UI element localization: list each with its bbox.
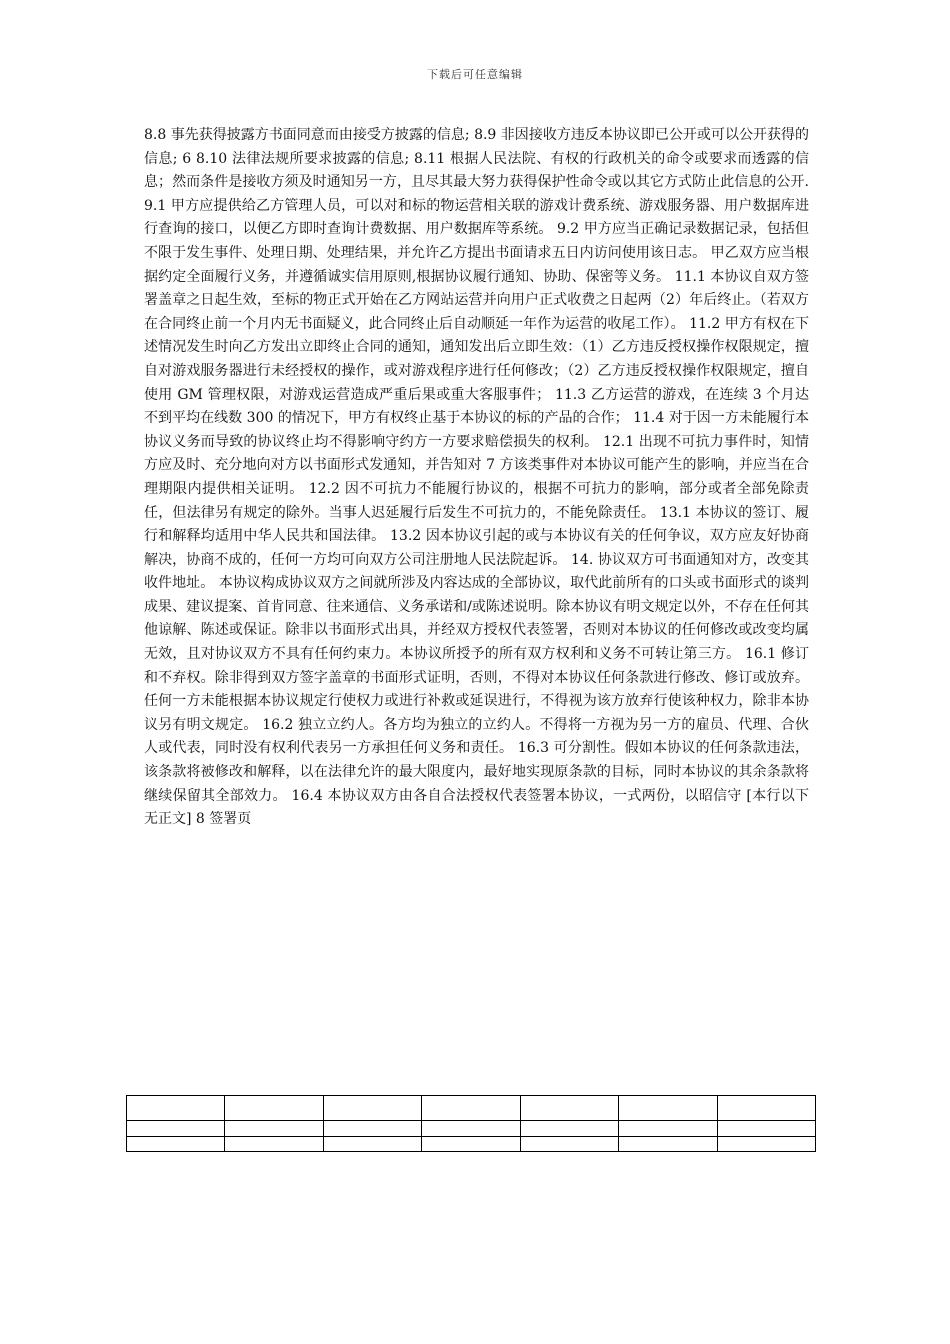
table-cell — [717, 1137, 815, 1152]
table-cell — [717, 1121, 815, 1137]
table-cell — [520, 1121, 618, 1137]
table-cell — [225, 1121, 323, 1137]
table-cell — [520, 1137, 618, 1152]
table-cell — [323, 1137, 421, 1152]
table-row — [127, 1137, 816, 1152]
table-cell — [422, 1121, 520, 1137]
table-cell — [619, 1137, 717, 1152]
page-header: 下载后可任意编辑 — [427, 68, 523, 81]
table-cell — [127, 1137, 225, 1152]
table-cell — [127, 1096, 225, 1121]
table-row — [127, 1121, 816, 1137]
table-cell — [225, 1096, 323, 1121]
signature-table — [126, 1095, 816, 1152]
table-row — [127, 1096, 816, 1121]
table-cell — [127, 1121, 225, 1137]
agreement-body-text: 8.8 事先获得披露方书面同意而由接受方披露的信息; 8.9 非因接收方违反本协议即已公开或可以公开获得的信息; 6 8.10 法律法规所要求披露的信息; 8.11 根据人民法院、有权的行政机关的命令或要求而透露的信息；然而条件是接收方须及时通知另一方，且尽其最大努力获得保护性命令或以其它方式防止此信息的公开. 9.1 甲方应提供给乙方管理人员，可以对和标的物运营相关联的游戏计费系统、游戏服务器、用户数据库进行查询的接口，以便乙方即时查询计费数据、用户数据库等系统。 9.2 甲方应当正确记录数据记录，包括但不限于发生事件、处理日期、处理结果，并允许乙方提出书面请求五日内访问使用该日志。 甲乙双方应当根据约定全面履行义务，并遵循诚实信用原则,根据协议履行通知、协助、保密等义务。 11.1 本协议自双方签署盖章之日起生效，至标的物正式开始在乙方网站运营并向用户正式收费之日起两（2）年后终止。（若双方在合同终止前一个月内无书面疑义，此合同终止后自动顺延一年作为运营的收尾工作）。 11.2 甲方有权在下述情况发生时向乙方发出立即终止合同的通知，通知发出后立即生效：（1）乙方违反授权操作权限规定，擅自对游戏服务器进行未经授权的操作，或对游戏程序进行任何修改；（2）乙方违反授权操作权限规定，擅自使用 GM 管理权限，对游戏运营造成严重后果或重大客服事件； 11.3 乙方运营的游戏，在连续 3 个月达不到平均在线数 300 的情况下，甲方有权终止基于本协议的标的产品的合作； 11.4 对于因一方未能履行本协议义务而导致的协议终止均不得影响守约方一方要求赔偿损失的权利。 12.1 出现不可抗力事件时，知情方应及时、充分地向对方以书面形式发通知，并告知对 7 方该类事件对本协议可能产生的影响，并应当在合理期限内提供相关证明。 12.2 因不可抗力不能履行协议的，根据不可抗力的影响，部分或者全部免除责任，但法律另有规定的除外。当事人迟延履行后发生不可抗力的，不能免除责任。 13.1 本协议的签订、履行和解释均适用中华人民共和国法律。 13.2 因本协议引起的或与本协议有关的任何争议，双方应友好协商解决，协商不成的，任何一方均可向双方公司注册地人民法院起诉。 14. 协议双方可书面通知对方，改变其收件地址。 本协议构成协议双方之间就所涉及内容达成的全部协议，取代此前所有的口头或书面形式的谈判成果、建议提案、首肯同意、往来通信、义务承诺和/或陈述说明。除本协议有明文规定以外，不存在任何其他谅解、陈述或保证。除非以书面形式出具，并经双方授权代表签署，否则对本协议的任何修改或改变均属无效，且对协议双方不具有任何约束力。本协议所授予的所有双方权利和义务不可转让第三方。 16.1 修订和不弃权。除非得到双方签字盖章的书面形式证明，否则，不得对本协议任何条款进行修改、修订或放弃。任何一方未能根据本协议规定行使权力或进行补救或延误进行，不得视为该方放弃行使该种权力，除非本协议另有明文规定。 16.2 独立立约人。各方均为独立的立约人。不得将一方视为另一方的雇员、代理、合伙人或代表，同时没有权利代表另一方承担任何义务和责任。 16.3 可分割性。假如本协议的任何条款违法，该条款将被修改和解释，以在法律允许的最大限度内，最好地实现原条款的目标，同时本协议的其余条款将继续保留其全部效力。 16.4 本协议双方由各自合法授权代表签署本协议，一式两份，以昭信守 [本行以下无正文] 8 签署页 — [144, 127, 809, 828]
table-cell — [520, 1096, 618, 1121]
table-cell — [225, 1137, 323, 1152]
table-cell — [619, 1096, 717, 1121]
table-cell — [323, 1096, 421, 1121]
table-cell — [323, 1121, 421, 1137]
table-cell — [619, 1121, 717, 1137]
table-cell — [717, 1096, 815, 1121]
table-cell — [422, 1096, 520, 1121]
table-cell — [422, 1137, 520, 1152]
